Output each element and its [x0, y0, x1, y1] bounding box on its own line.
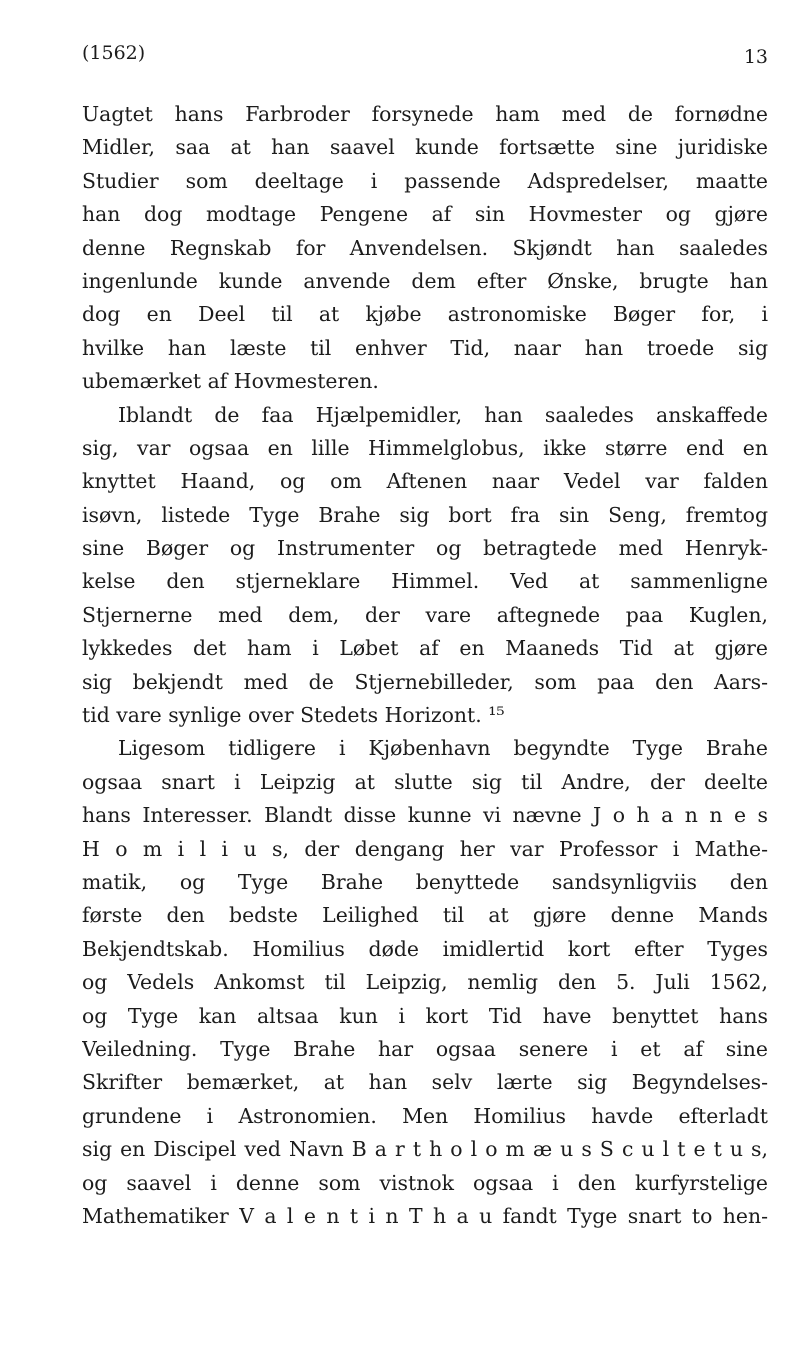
text-line: Uagtet hans Farbroder forsynede ham med de fornødne	[82, 102, 768, 126]
running-year: (1562)	[82, 42, 146, 64]
text-line: og Tyge kan altsaa kun i kort Tid have benyttet hans	[82, 1003, 768, 1028]
text-line: og saavel i denne som vistnok ogsaa i den kurfyrstelige	[82, 1170, 768, 1195]
text-line: dog en Deel til at kjøbe astronomiske Bøger for, i	[82, 302, 768, 327]
text-line: matik, og Tyge Brahe benyttede sandsynligviis den	[82, 869, 768, 894]
page-header	[82, 36, 768, 76]
text-line: sine Bøger og Instrumenter og betragtede med Henryk-	[82, 536, 768, 561]
text-line: Iblandt de faa Hjælpemidler, han saaledes anskaffede	[118, 402, 768, 427]
text-line: sig en Discipel ved Navn B a r t h o l o m æ u s S c u l t e t u s,	[82, 1137, 768, 1162]
text-line: Skrifter bemærket, at han selv lærte sig Begyndelses-	[82, 1070, 768, 1095]
text-line: Veiledning. Tyge Brahe har ogsaa senere i et af sine	[82, 1036, 768, 1061]
text-line: Stjernerne med dem, der vare aftegnede paa Kuglen,	[82, 602, 768, 627]
text-line: hans Interesser. Blandt disse kunne vi nævne J o h a n n e s	[82, 803, 768, 828]
text-line: kelse den stjerneklare Himmel. Ved at sammenligne	[82, 569, 768, 594]
text-line: Midler, saa at han saavel kunde fortsætte sine juridiske	[82, 135, 768, 160]
text-line: ogsaa snart i Leipzig at slutte sig til Andre, der deelte	[82, 769, 768, 794]
text-line: sig bekjendt med de Stjernebilleder, som paa den Aars-	[82, 669, 768, 694]
text-line: sig, var ogsaa en lille Himmelglobus, ikke større end en	[82, 435, 768, 460]
text-line: Mathematiker V a l e n t i n T h a u fandt Tyge snart to hen-	[82, 1203, 768, 1228]
text-line: ubemærket af Hovmesteren.	[82, 369, 379, 394]
text-line: denne Regnskab for Anvendelsen. Skjøndt han saaledes	[82, 235, 768, 260]
text-line: knyttet Haand, og om Aftenen naar Vedel var falden	[82, 469, 768, 494]
text-line: H o m i l i u s, der dengang her var Professor i Mathe-	[82, 836, 768, 861]
text-line: isøvn, listede Tyge Brahe sig bort fra sin Seng, fremtog	[82, 502, 768, 527]
body-text	[82, 98, 768, 1233]
text-line: Bekjendtskab. Homilius døde imidlertid kort efter Tyges	[82, 936, 768, 961]
text-line: første den bedste Leilighed til at gjøre denne Mands	[82, 903, 768, 928]
text-line: grundene i Astronomien. Men Homilius havde efterladt	[82, 1103, 768, 1128]
text-line: hvilke han læste til enhver Tid, naar han troede sig	[82, 335, 768, 360]
text-line: Ligesom tidligere i Kjøbenhavn begyndte Tyge Brahe	[118, 736, 768, 761]
page-number: 13	[743, 46, 768, 68]
text-line: Studier som deeltage i passende Adspredelser, maatte	[82, 168, 768, 193]
text-line: og Vedels Ankomst til Leipzig, nemlig den 5. Juli 1562,	[82, 970, 768, 995]
text-line: han dog modtage Pengene af sin Hovmester og gjøre	[82, 202, 768, 227]
text-line: lykkedes det ham i Løbet af en Maaneds Tid at gjøre	[82, 636, 768, 661]
text-line: tid vare synlige over Stedets Horizont. ¹⁵	[82, 703, 505, 728]
text-line: ingenlunde kunde anvende dem efter Ønske, brugte han	[82, 268, 768, 293]
